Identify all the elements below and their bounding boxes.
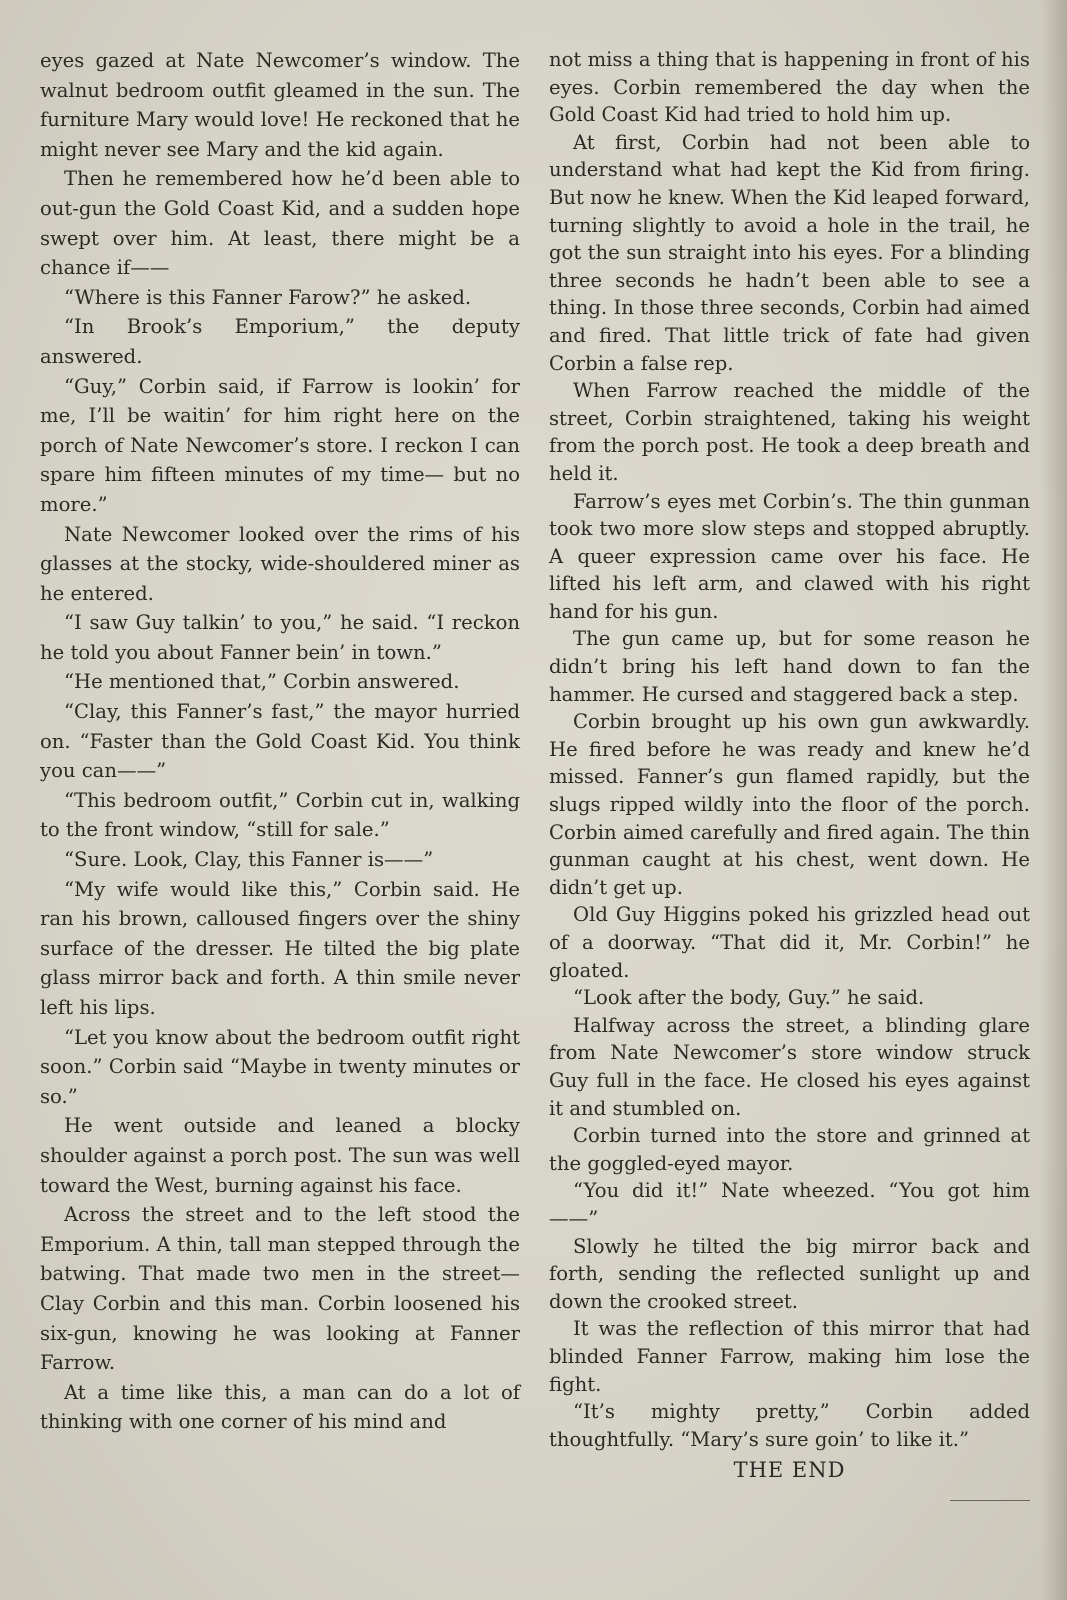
paragraph: “My wife would like this,” Corbin said. He ran his brown, calloused fingers over the shiny surface of the dresser. He tilted the big plate glass mirror back and forth. A thin smile never left his lips. — [40, 877, 520, 1019]
paragraph: Then he remembered how he’d been able to out-gun the Gold Coast Kid, and a sudden hope swept over him. At least, there might be a chance if—— — [40, 167, 520, 280]
paragraph: “It’s mighty pretty,” Corbin added thoughtfully. “Mary’s sure goin’ to like it.” — [549, 1400, 1030, 1451]
right-text-column — [549, 46, 1030, 1485]
paragraph: Halfway across the street, a blinding glare from Nate Newcomer’s store window struck Guy full in the face. He closed his eyes against it and stumbled on. — [549, 1013, 1030, 1120]
paragraph: “Where is this Fanner Farow?” he asked. — [64, 285, 472, 309]
paragraph: “You did it!” Nate wheezed. “You got him——” — [549, 1179, 1030, 1230]
paragraph: Farrow’s eyes met Corbin’s. The thin gunman took two more slow steps and stopped abruptly. A queer expression came over his face. He lifted his left arm, and clawed with his right hand for his gun. — [549, 489, 1030, 623]
paragraph: He went outside and leaned a blocky shoulder against a porch post. The sun was well toward the West, burning against his face. — [40, 1114, 520, 1197]
paragraph: “This bedroom outfit,” Corbin cut in, walking to the front window, “still for sale.” — [40, 788, 520, 842]
paragraph: “He mentioned that,” Corbin answered. — [64, 670, 460, 694]
paragraph: At a time like this, a man can do a lot of thinking with one corner of his mind and — [40, 1380, 520, 1434]
paragraph: “Guy,” Corbin said, if Farrow is lookin’ for me, I’ll be waitin’ for him right here on the porch of Nate Newcomer’s store. I reckon I can spare him fifteen minutes of my time— but no more.” — [40, 374, 520, 516]
paragraph: “Clay, this Fanner’s fast,” the mayor hurried on. “Faster than the Gold Coast Kid. You think you can——” — [40, 700, 520, 783]
paragraph: eyes gazed at Nate Newcomer’s window. The walnut bedroom outfit gleamed in the sun. The furniture Mary would love! He reckoned that he might never see Mary and the kid again. — [40, 49, 520, 161]
paragraph: “Sure. Look, Clay, this Fanner is——” — [64, 848, 434, 872]
paragraph: Across the street and to the left stood the Emporium. A thin, tall man stepped through the batwing. That made two men in the street—Clay Corbin and this man. Corbin loosened his six-gun, knowing he was looking at Fanner Farrow. — [40, 1203, 520, 1375]
paragraph: “Let you know about the bedroom outfit right soon.” Corbin said “Maybe in twenty minutes or so.” — [40, 1025, 520, 1108]
left-text-column — [40, 46, 520, 1437]
paragraph: Old Guy Higgins poked his grizzled head out of a doorway. “That did it, Mr. Corbin!” he gloated. — [549, 903, 1030, 982]
paragraph: Corbin turned into the store and grinned at the goggled-eyed mayor. — [549, 1124, 1030, 1175]
paragraph: “In Brook’s Emporium,” the deputy answered. — [40, 315, 520, 368]
paragraph: When Farrow reached the middle of the street, Corbin straightened, taking his weight from the porch post. He took a deep breath and held it. — [549, 379, 1030, 485]
paragraph: At first, Corbin had not been able to understand what had kept the Kid from firing. But now he knew. When the Kid leaped forward, turning slightly to avoid a hole in the trail, he got the sun straight into his eyes. For a blinding three seconds he hadn’t been able to see a thing. In those three seconds, Corbin had aimed and fired. That little trick of fate had given Corbin a false rep. — [549, 130, 1030, 375]
paragraph: “I saw Guy talkin’ to you,” he said. “I reckon he told you about Fanner bein’ in town.” — [40, 611, 520, 664]
page-edge-shadow — [1041, 0, 1067, 1600]
paragraph: “Look after the body, Guy.” he said. — [573, 986, 925, 1010]
paragraph: Nate Newcomer looked over the rims of his glasses at the stocky, wide-shouldered miner as he entered. — [40, 522, 520, 605]
paragraph: The gun came up, but for some reason he didn’t bring his left hand down to fan the hammer. He cursed and staggered back a step. — [549, 627, 1030, 706]
end-rule-divider — [950, 1500, 1030, 1501]
paragraph: Corbin brought up his own gun awkwardly. He fired before he was ready and knew he’d missed. Fanner’s gun flamed rapidly, but the slugs ripped wildly into the floor of the porch. Corbin aimed carefully and fired again. The thin gunman caught at his chest, went down. He didn’t get up. — [549, 710, 1030, 899]
the-end-mark: THE END — [733, 1458, 846, 1483]
paragraph: not miss a thing that is happening in front of his eyes. Corbin remembered the day when the Gold Coast Kid had tried to hold him up. — [549, 48, 1030, 127]
paragraph: Slowly he tilted the big mirror back and forth, sending the reflected sunlight up and down the crooked street. — [549, 1234, 1030, 1313]
paragraph: It was the reflection of this mirror that had blinded Fanner Farrow, making him lose the fight. — [549, 1317, 1030, 1396]
